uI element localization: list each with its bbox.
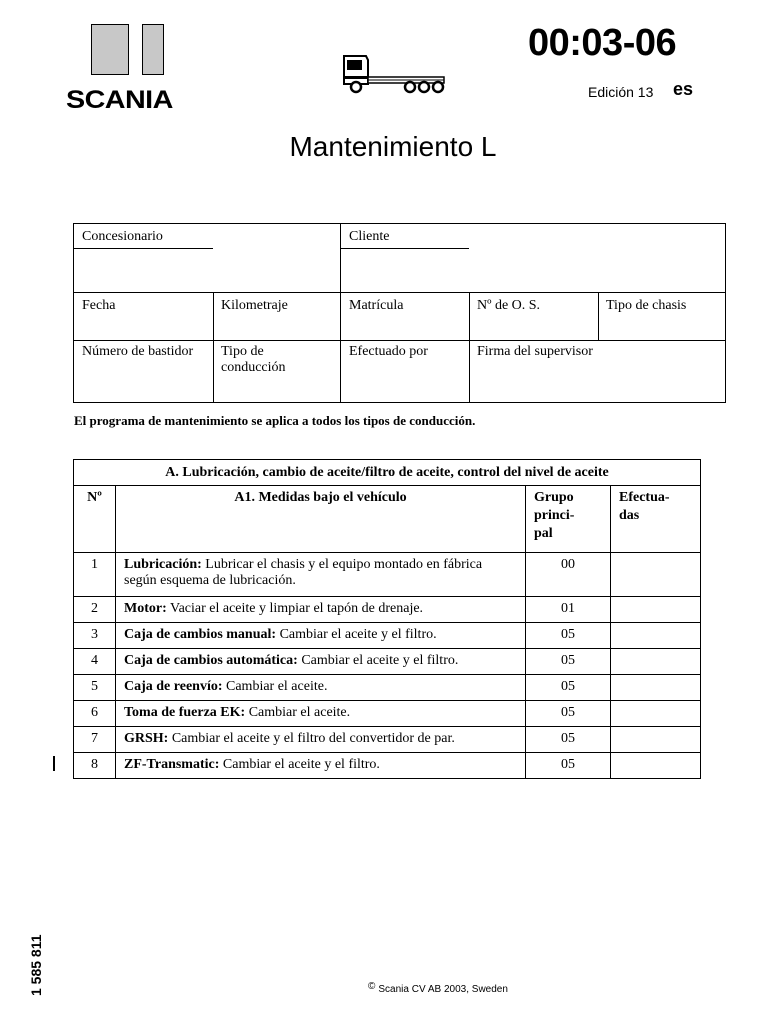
logo-bar-left [91, 24, 129, 75]
row-item-name: Caja de reenvío: [124, 679, 223, 694]
form-col-divider-b [469, 292, 470, 402]
form-col-divider-c [598, 292, 599, 340]
truck-chassis-icon [340, 50, 448, 94]
row-instruction: Cambiar el aceite. [245, 705, 351, 720]
row-number: 6 [74, 701, 116, 727]
table-row [74, 597, 701, 623]
row-item-name: ZF-Transmatic: [124, 757, 220, 772]
form-divider-1 [74, 292, 725, 293]
logo-bar-right [142, 24, 164, 75]
page-title: Mantenimiento L [289, 131, 497, 162]
table-row [74, 649, 701, 675]
row-number: 3 [74, 623, 116, 649]
copyright-notice [368, 981, 508, 995]
row-instruction: Cambiar el aceite y el filtro del convertidor de par. [168, 731, 455, 746]
customer-underline [341, 248, 469, 249]
mileage-field-label: Kilometraje [221, 298, 288, 313]
row-description [116, 553, 526, 597]
row-group: 05 [526, 753, 611, 779]
part-number: 1 585 811 [28, 934, 44, 996]
row-done-cell[interactable] [611, 623, 701, 649]
row-item-name: Caja de cambios manual: [124, 627, 277, 642]
col-header-number: Nº [74, 486, 116, 553]
row-done-cell[interactable] [611, 701, 701, 727]
row-group: 01 [526, 597, 611, 623]
language-code: es [673, 79, 694, 99]
col-header-done-line-2: das [619, 508, 640, 523]
maintenance-table [73, 459, 701, 779]
table-title-row [74, 460, 701, 486]
row-instruction: Cambiar el aceite y el filtro. [219, 757, 380, 772]
row-done-cell[interactable] [611, 597, 701, 623]
row-instruction: Cambiar el aceite. [222, 679, 328, 694]
col-header-group-line-3: pal [534, 526, 553, 541]
col-header-group-line-2: princi- [534, 508, 575, 523]
row-description [116, 753, 526, 779]
chassis-type-field-label: Tipo de chasis [606, 298, 687, 313]
brand-logo-text: SCANIA [66, 86, 173, 114]
row-done-cell[interactable] [611, 753, 701, 779]
table-row [74, 727, 701, 753]
row-group: 05 [526, 727, 611, 753]
row-number: 8 [74, 753, 116, 779]
table-row [74, 623, 701, 649]
row-description [116, 675, 526, 701]
row-description [116, 727, 526, 753]
revision-margin-bar [53, 756, 55, 771]
supervisor-signature-field-label: Firma del supervisor [477, 344, 593, 359]
row-instruction: Vaciar el aceite y limpiar el tapón de drenaje. [166, 601, 424, 616]
col-header-done-line-1: Efectua- [619, 490, 670, 505]
driving-type-field-label [221, 344, 286, 376]
col-header-description: A1. Medidas bajo el vehículo [116, 486, 526, 553]
copyright-symbol: © [368, 981, 376, 992]
edition-label: Edición 13 [588, 84, 654, 100]
row-group: 05 [526, 701, 611, 727]
row-group: 05 [526, 675, 611, 701]
program-note: El programa de mantenimiento se aplica a todos los tipos de conducción. [74, 413, 476, 428]
dealer-underline [74, 248, 213, 249]
row-item-name: Toma de fuerza EK: [124, 705, 246, 720]
section-title: A. Lubricación, cambio de aceite/filtro de aceite, control del nivel de aceite [74, 460, 701, 486]
row-description [116, 649, 526, 675]
row-number: 4 [74, 649, 116, 675]
performed-by-field-label: Efectuado por [349, 344, 428, 359]
chassis-number-field-label: Número de bastidor [82, 344, 194, 359]
order-info-form [73, 223, 726, 403]
table-row [74, 675, 701, 701]
row-instruction: Cambiar el aceite y el filtro. [276, 627, 437, 642]
row-group: 05 [526, 623, 611, 649]
driving-type-line-2: conducción [221, 360, 286, 375]
row-group: 05 [526, 649, 611, 675]
row-item-name: Caja de cambios automática: [124, 653, 298, 668]
row-instruction: Cambiar el aceite y el filtro. [297, 653, 459, 668]
row-group: 00 [526, 553, 611, 597]
form-col-divider-main [340, 224, 341, 402]
date-field-label: Fecha [82, 298, 116, 313]
document-number: 00:03-06 [528, 22, 677, 64]
col-header-done [611, 486, 701, 553]
plate-field-label: Matrícula [349, 298, 404, 313]
row-description [116, 597, 526, 623]
dealer-field-label: Concesionario [82, 229, 163, 244]
order-number-field-label: Nº de O. S. [477, 298, 541, 313]
row-item-name: GRSH: [124, 731, 169, 746]
table-row [74, 553, 701, 597]
row-item-name: Lubricación: [124, 557, 202, 572]
driving-type-line-1: Tipo de [221, 344, 264, 359]
row-description [116, 623, 526, 649]
row-done-cell[interactable] [611, 553, 701, 597]
row-description [116, 701, 526, 727]
row-instruction: Lubricar el chasis y el equipo montado en fábrica según esquema de lubricación. [124, 557, 483, 588]
form-divider-2 [74, 340, 725, 341]
customer-field-label: Cliente [349, 229, 390, 244]
row-number: 5 [74, 675, 116, 701]
row-number: 1 [74, 553, 116, 597]
table-header-row [74, 486, 701, 553]
row-item-name: Motor: [124, 601, 167, 616]
row-done-cell[interactable] [611, 727, 701, 753]
form-col-divider-a [213, 292, 214, 402]
table-row [74, 701, 701, 727]
copyright-text: Scania CV AB 2003, Sweden [378, 984, 508, 995]
col-header-group [526, 486, 611, 553]
row-number: 2 [74, 597, 116, 623]
row-number: 7 [74, 727, 116, 753]
table-row [74, 753, 701, 779]
row-done-cell[interactable] [611, 675, 701, 701]
col-header-group-line-1: Grupo [534, 490, 574, 505]
row-done-cell[interactable] [611, 649, 701, 675]
